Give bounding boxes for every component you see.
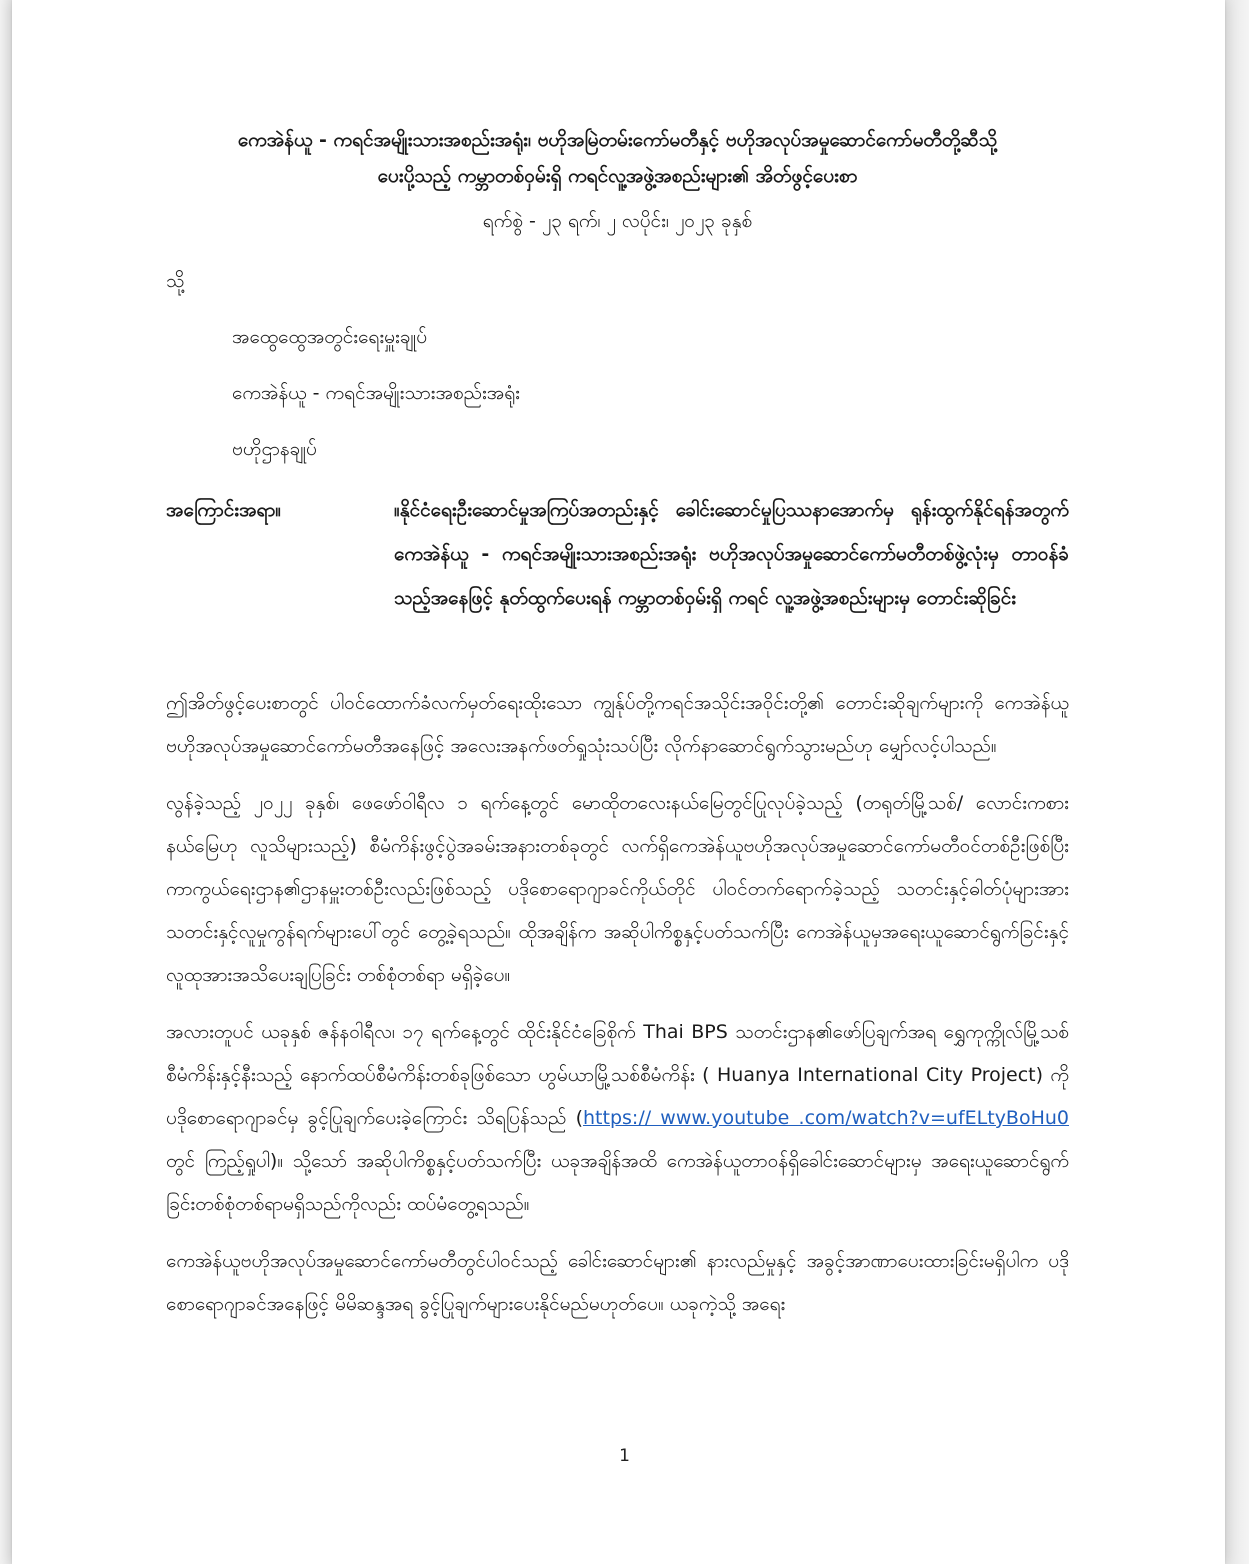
body-paragraph-2: လွန်ခဲ့သည့် ၂၀၂၂ ခုနှစ်၊ ဖေဖော်ဝါရီလ ၁ ရက်နေ့တွင် မောထိုတလေးနယ်မြေတွင်ပြုလုပ်ခဲ့သည့် (တရုတ်မြို့သစ်/ လောင်းကစားနယ်မြေဟု လူသိများသည့်) စီမံကိန်းဖွင့်ပွဲအခမ်းအနားတစ်ခုတွင် လက်ရှိကေအဲန်ယူဗဟိုအလုပ်အမှုဆောင်ကော်မတီဝင်တစ်ဦးဖြစ်ပြီး ကာကွယ်ရေးဌာန၏ဌာနမှူးတစ်ဦးလည်းဖြစ်သည့် ပဒိုစောရောဂျာခင်ကိုယ်တိုင် ပါဝင်တက်ရောက်ခဲ့သည့် သတင်းနှင့်ဓါတ်ပုံများအား သတင်းနှင့်လူမှုကွန်ရက်များပေါ်တွင် တွေ့ခဲ့ရသည်။ ထိုအချိန်က အဆိုပါကိစ္စနှင့်ပတ်သက်ပြီး ကေအဲန်ယူမှအရေးယူဆောင်ရွက်ခြင်းနှင့် လူထုအားအသိပေးချပြခြင်း တစ်စုံတစ်ရာ မရှိခဲ့ပေ။ [166,792,1069,986]
recipient-line: ဗဟိုဌာနချုပ် [232,438,317,460]
body-paragraph-3 [166,1011,1069,1226]
recipient-line: ကေအဲန်ယူ - ကရင်အမျိုးသားအစည်းအရုံး [232,382,520,404]
subject-label: အကြောင်းအရာ။ [166,499,282,521]
body-paragraph-4: ကေအဲန်ယူဗဟိုအလုပ်အမှုဆောင်ကော်မတီတွင်ပါဝင်သည့် ခေါင်းဆောင်များ၏ နားလည်မှုနှင့် အခွင့်အာဏာပေးထားခြင်းမရှိပါက ပဒိုစောရောဂျာခင်အနေဖြင့် မိမိဆန္ဒအရ ခွင့်ပြုချက်များပေးနိုင်မည်မဟုတ်ပေ။ ယခုကဲ့သို့ အရေး [166,1250,1069,1315]
recipient-line: အထွေထွေအတွင်းရေးမှူးချုပ် [232,326,428,348]
letter-title-line-2: ပေးပို့သည့် ကမ္ဘာတစ်ဝှမ်းရှိ ကရင်လူ့အဖွဲ့အစည်းများ၏ အိတ်ဖွင့်ပေးစာ [377,165,858,187]
subject-text: ။နိုင်ငံရေးဦးဆောင်မှုအကြပ်အတည်းနှင့် ခေါင်းဆောင်မှုပြဿနာအောက်မှ ရုန်းထွက်နိုင်ရန်အတွက် ကေအဲန်ယူ - ကရင်အမျိုးသားအစည်းအရုံး ဗဟိုအလုပ်အမှုဆောင်ကော်မတီတစ်ဖွဲ့လုံးမှ တာဝန်ခံသည့်အနေဖြင့် နုတ်ထွက်ပေးရန် ကမ္ဘာတစ်ဝှမ်းရှိ ကရင် လူ့အဖွဲ့အစည်းများမှ တောင်းဆိုခြင်း [394,499,1069,609]
letter-content [166,122,1069,1326]
letter-date: ရက်စွဲ - ၂၃ ရက်၊ ၂ လပိုင်း၊ ၂၀၂၃ ခုနှစ် [482,210,753,232]
paragraph-3-text-end: တွင် ကြည့်ရှုပါ)။ သို့သော် အဆိုပါကိစ္စနှင့်ပတ်သက်ပြီး ယခုအချိန်အထိ ကေအဲန်ယူတာဝန်ရှိခေါင်းဆောင်များမှ အရေးယူဆောင်ရွက်ခြင်းတစ်စုံတစ်ရာမရှိသည်ကိုလည်း ထပ်မံတွေ့ရသည်။ [166,1150,1069,1215]
page-edge-right [1225,0,1249,1564]
letter-title-line-1: ကေအဲန်ယူ - ကရင်အမျိုးသားအစည်းအရုံး၊ ဗဟိုအမြဲတမ်းကော်မတီနှင့် ဗဟိုအလုပ်အမှုဆောင်ကော်မတီတို့ဆီသို့ [237,129,998,151]
body-paragraph-1: ဤအိတ်ဖွင့်ပေးစာတွင် ပါဝင်ထောက်ခံလက်မှတ်ရေးထိုးသော ကျွန်ုပ်တို့ကရင်အသိုင်းအဝိုင်းတို့၏ တောင်းဆိုချက်များကို ကေအဲန်ယူဗဟိုအလုပ်အမှုဆောင်ကော်မတီအနေဖြင့် အလေးအနက်ဖတ်ရှုသုံးသပ်ပြီး လိုက်နာဆောင်ရွက်သွားမည်ဟု မျှော်လင့်ပါသည်။ [166,692,1069,757]
youtube-link[interactable]: https:// www.youtube .com/watch?v=ufELtyBoHu0 [583,1107,1070,1129]
subject-block [166,488,1069,620]
paragraph-3-text-start: အလားတူပင် ယခုနှစ် ဇန်နဝါရီလ၊ ၁၇ ရက်နေ့တွင် ထိုင်းနိုင်ငံခြေစိုက် Thai BPS သတင်းဌာန၏ဖော်ပြချက်အရ ရွှေကုက္ကိုလ်မြို့သစ်စီမံကိန်းနှင့်နီးသည့် နောက်ထပ်စီမံကိန်းတစ်ခုဖြစ်သော ဟွမ်ယာမြို့သစ်စီမံကိန်း ( Huanya International City Project) ကို ပဒိုစောရောဂျာခင်မှ ခွင့်ပြုချက်ပေးခဲ့ကြောင်း သိရပြန်သည် ( [166,1021,1069,1129]
to-label: သို့ [166,270,185,292]
page-edge-left [0,0,12,1564]
page-number: 1 [619,1446,630,1466]
